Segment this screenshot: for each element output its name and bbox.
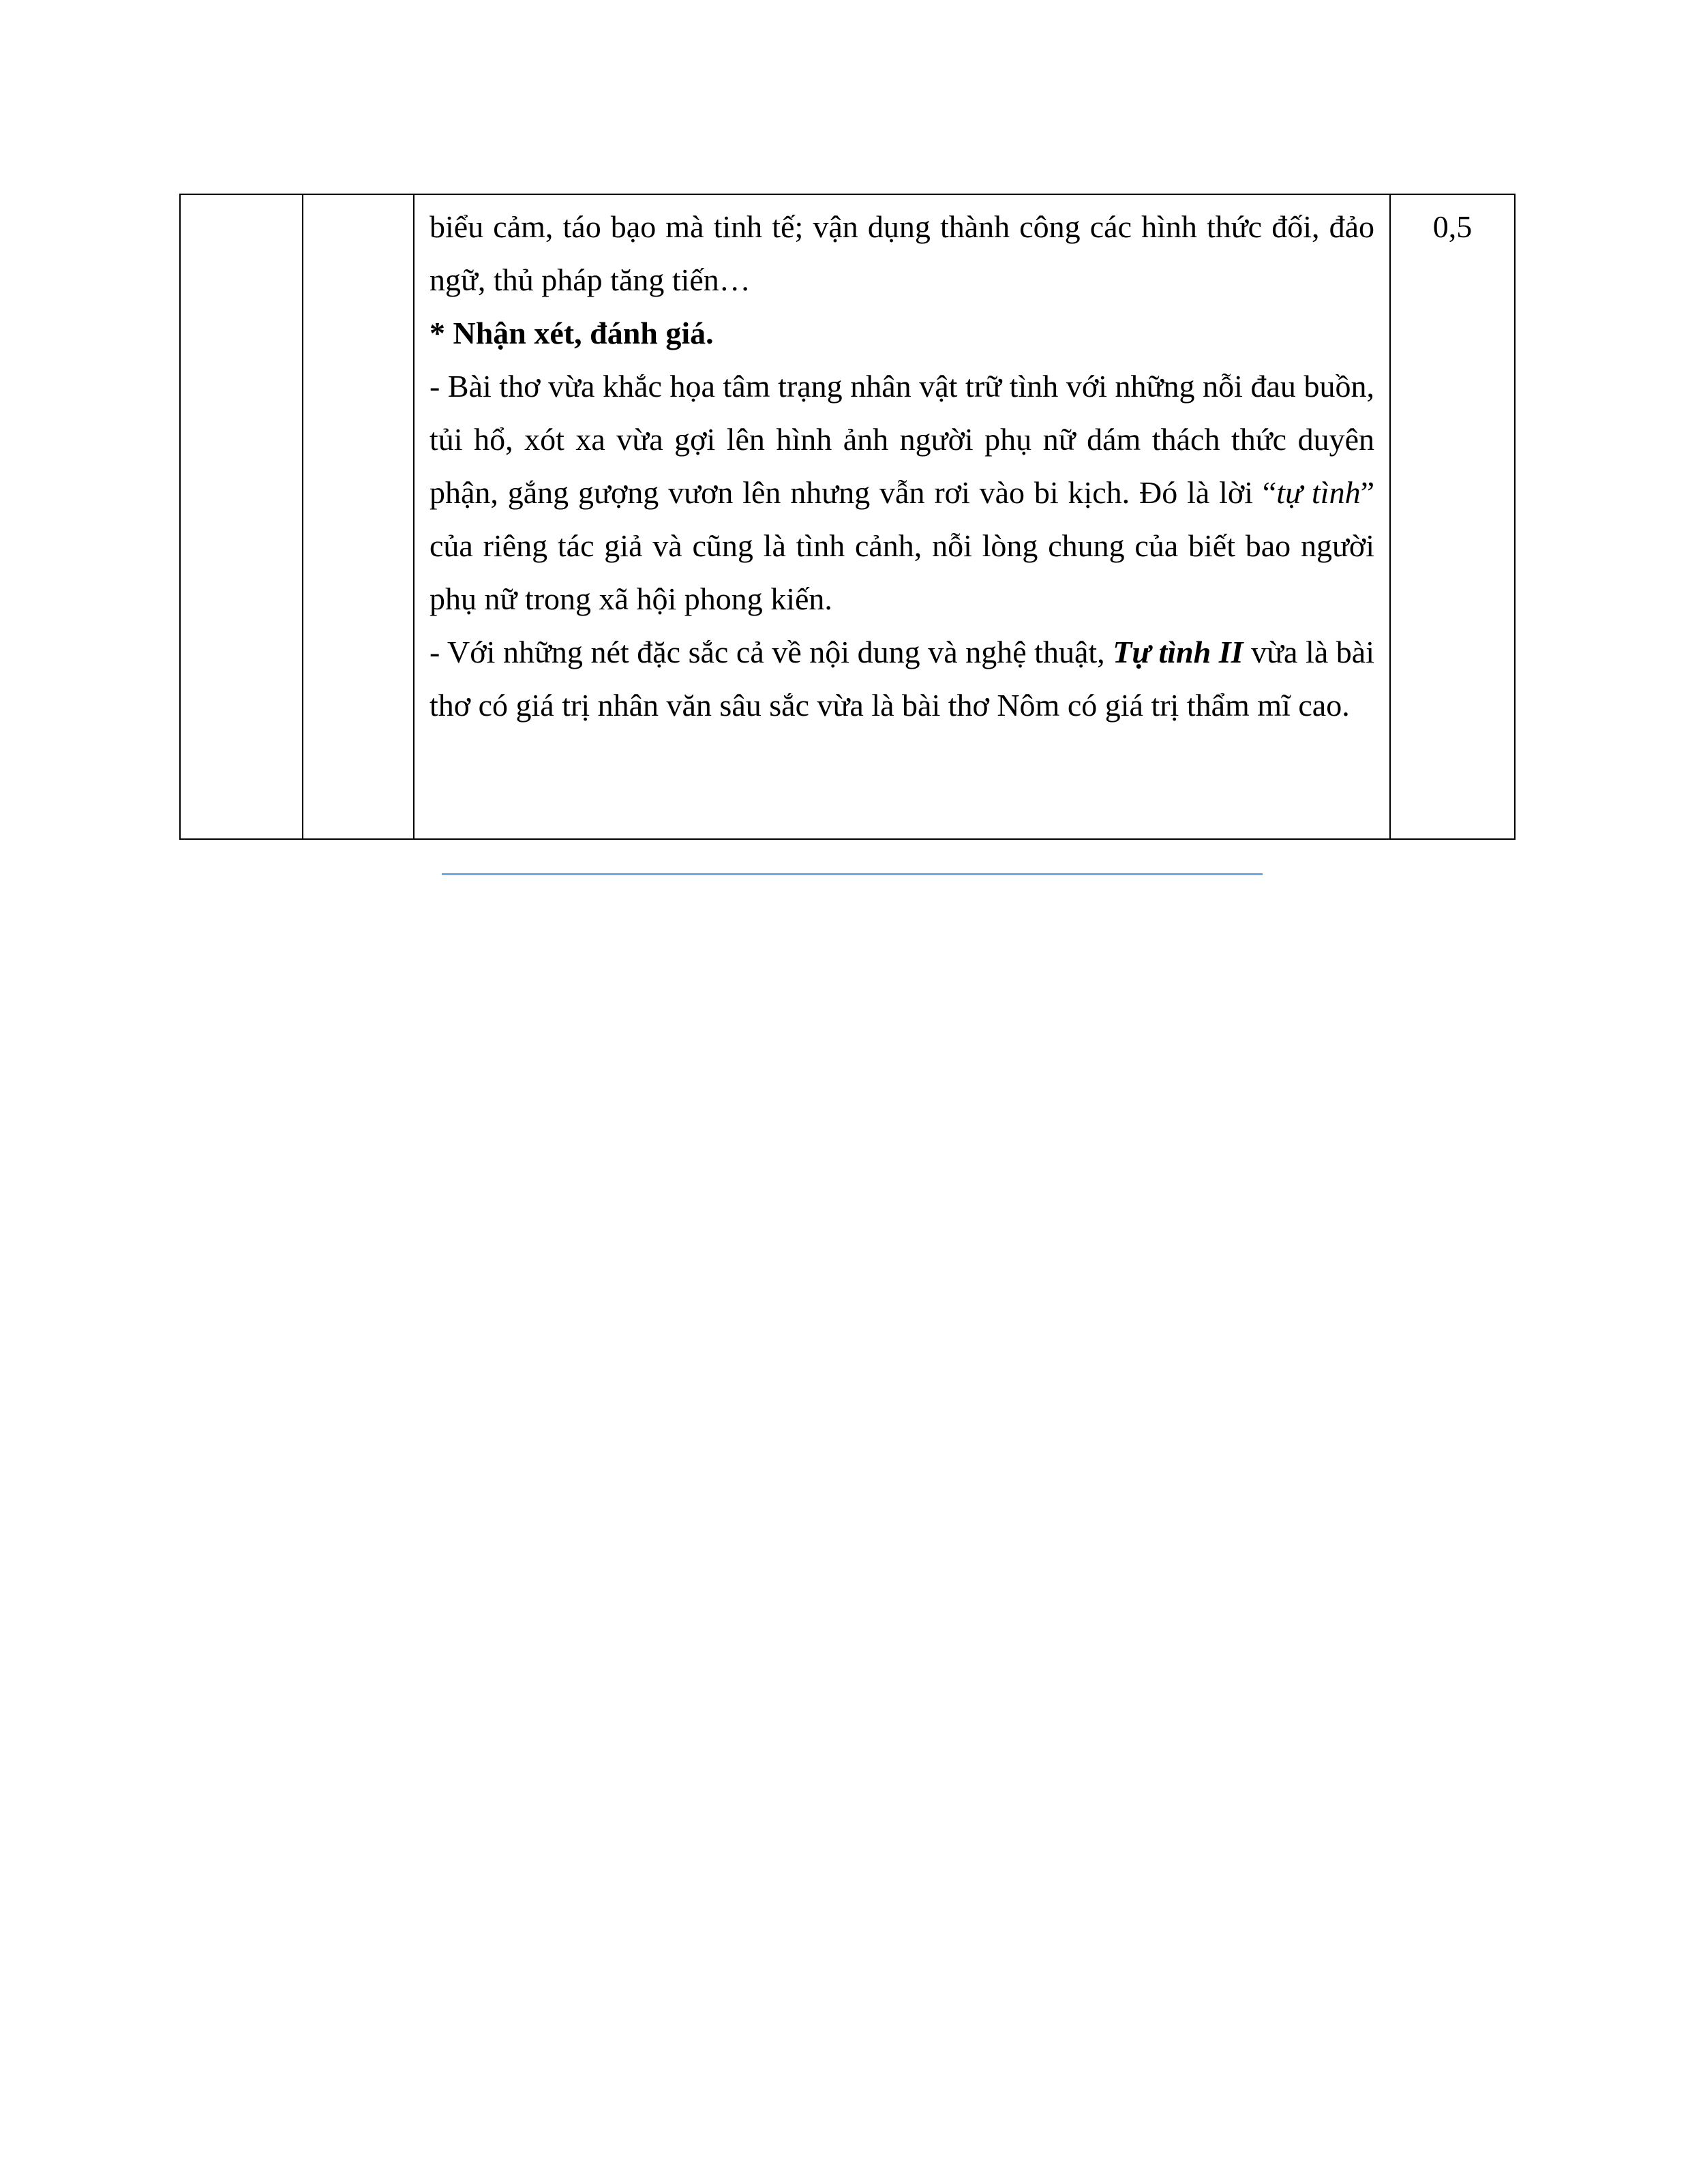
content-cell bbox=[414, 194, 1390, 839]
evaluation-paragraph-1 bbox=[429, 360, 1374, 626]
score-cell: 0,5 bbox=[1390, 194, 1515, 839]
evaluation-heading: * Nhận xét, đánh giá. bbox=[429, 316, 714, 350]
poem-title: Tự tình II bbox=[1113, 635, 1244, 669]
continuation-paragraph: biểu cảm, táo bạo mà tinh tế; vận dụng thành công các hình thức đối, đảo ngữ, thủ pháp tăng tiến… bbox=[429, 209, 1374, 297]
italic-term: tự tình bbox=[1276, 475, 1361, 510]
footer-divider bbox=[442, 873, 1263, 875]
section-cell bbox=[303, 194, 414, 839]
question-cell bbox=[180, 194, 303, 839]
grading-table bbox=[179, 194, 1516, 840]
paragraph-text: - Với những nét đặc sắc cả về nội dung và nghệ thuật, bbox=[429, 635, 1113, 669]
paragraph-text: ” của riêng tác giả và cũng là tình cảnh, nỗi lòng chung của biết bao người phụ nữ trong xã hội phong kiến. bbox=[429, 475, 1374, 616]
paragraph-text: - Bài thơ vừa khắc họa tâm trạng nhân vật trữ tình với những nỗi đau buồn, tủi hổ, xót xa vừa gợi lên hình ảnh người phụ nữ dám thách thức duyên phận, gắng gượng vươn lên nhưng vẫn rơi vào bi kịch. Đó là lời “ bbox=[429, 369, 1374, 510]
table-row bbox=[180, 194, 1515, 839]
paragraph-text: vừa là bài thơ có giá trị nhân văn sâu sắc vừa là bài thơ Nôm có giá trị thẩm mĩ cao. bbox=[429, 635, 1375, 723]
evaluation-paragraph-2 bbox=[429, 626, 1374, 732]
